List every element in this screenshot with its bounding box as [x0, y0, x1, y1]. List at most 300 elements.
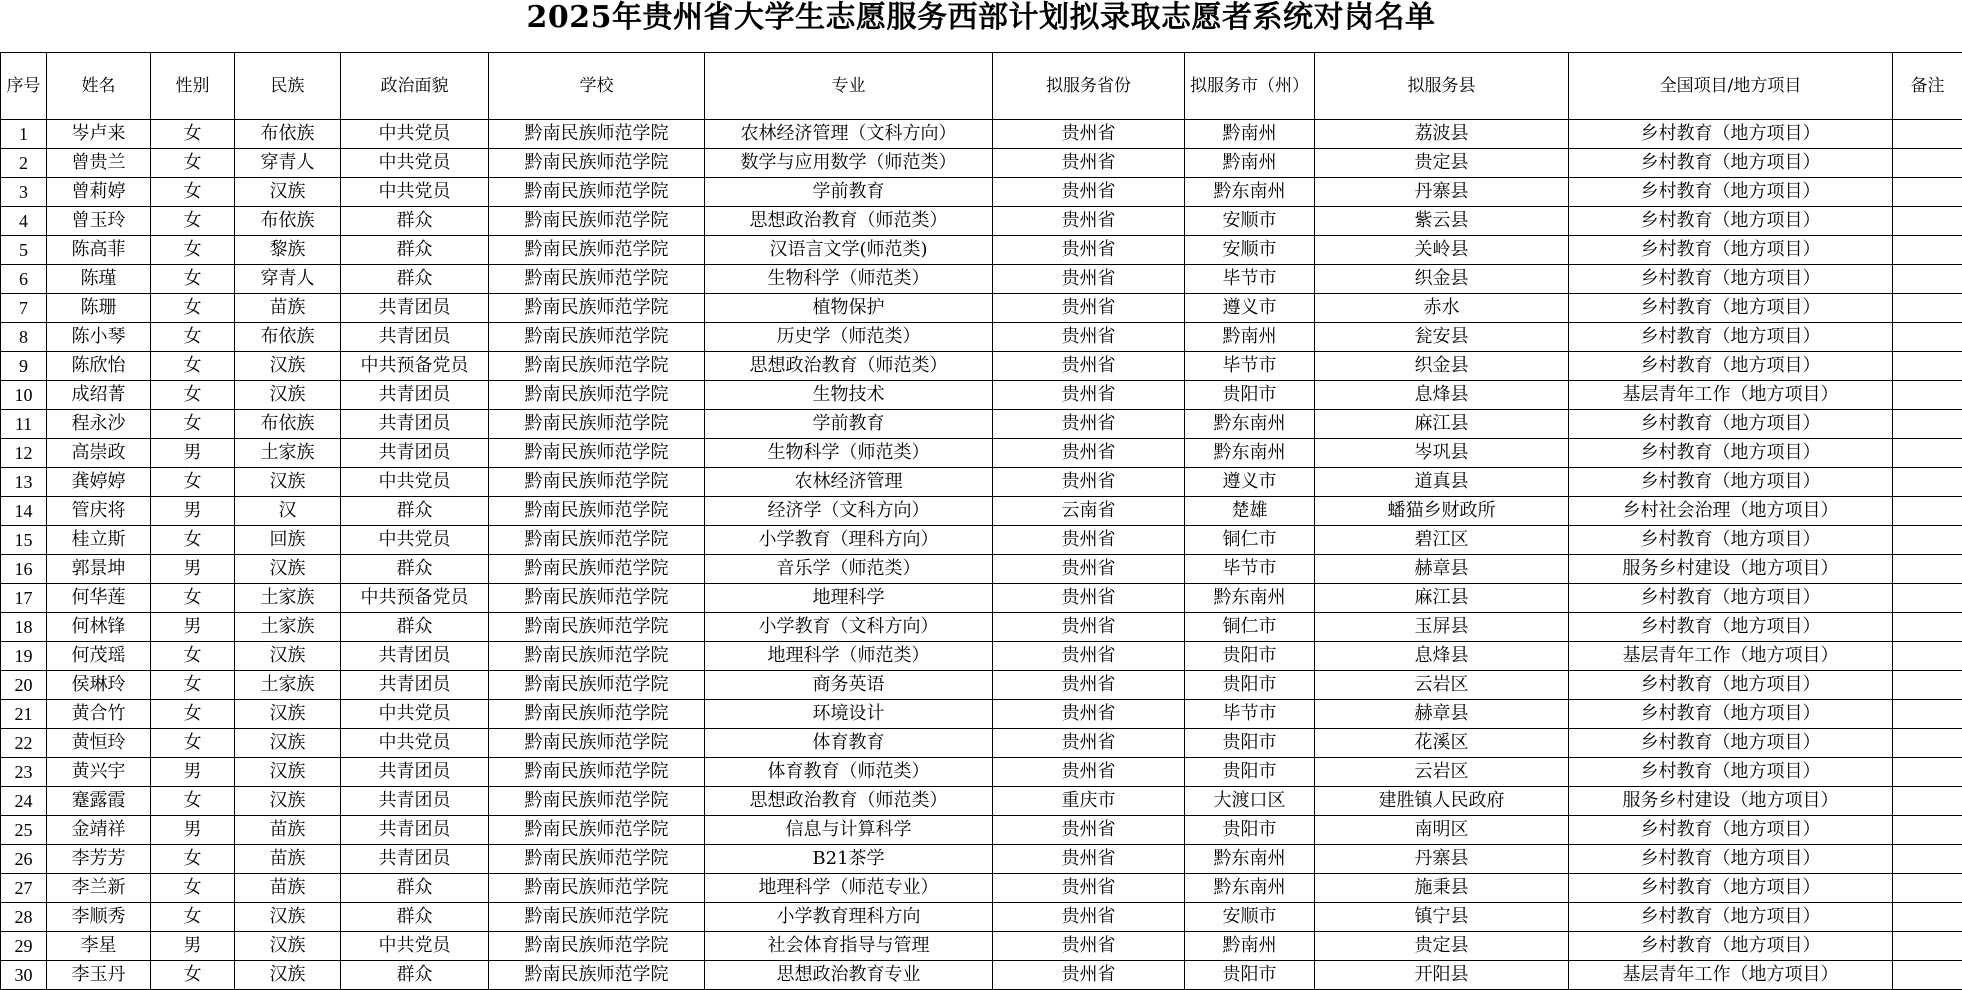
cell-major: 体育教育（师范类）: [705, 758, 993, 787]
cell-ethnicity: 布依族: [235, 120, 341, 149]
cell-project: 乡村教育（地方项目）: [1569, 526, 1893, 555]
cell-remarks: [1893, 671, 1962, 700]
cell-gender: 男: [151, 439, 235, 468]
cell-name: 何茂瑶: [47, 642, 151, 671]
cell-index: 22: [1, 729, 47, 758]
cell-remarks: [1893, 642, 1962, 671]
cell-index: 25: [1, 816, 47, 845]
cell-gender: 女: [151, 236, 235, 265]
cell-index: 7: [1, 294, 47, 323]
cell-city: 贵阳市: [1185, 758, 1315, 787]
cell-remarks: [1893, 526, 1962, 555]
cell-remarks: [1893, 903, 1962, 932]
cell-project: 乡村教育（地方项目）: [1569, 671, 1893, 700]
cell-political-status: 群众: [341, 207, 489, 236]
cell-political-status: 中共党员: [341, 729, 489, 758]
cell-county: 赫章县: [1315, 700, 1569, 729]
cell-school: 黔南民族师范学院: [489, 236, 705, 265]
cell-remarks: [1893, 178, 1962, 207]
cell-city: 毕节市: [1185, 555, 1315, 584]
cell-index: 23: [1, 758, 47, 787]
cell-city: 楚雄: [1185, 497, 1315, 526]
cell-gender: 女: [151, 845, 235, 874]
cell-major: 地理科学（师范类）: [705, 642, 993, 671]
cell-city: 毕节市: [1185, 352, 1315, 381]
column-header-city: 拟服务市（州）: [1185, 53, 1315, 120]
table-row: [1, 468, 1962, 497]
cell-project: 乡村教育（地方项目）: [1569, 294, 1893, 323]
cell-major: 小学教育理科方向: [705, 903, 993, 932]
cell-county: 道真县: [1315, 468, 1569, 497]
cell-gender: 男: [151, 613, 235, 642]
cell-gender: 女: [151, 729, 235, 758]
cell-political-status: 共青团员: [341, 845, 489, 874]
cell-name: 陈小琴: [47, 323, 151, 352]
cell-ethnicity: 穿青人: [235, 265, 341, 294]
cell-political-status: 群众: [341, 236, 489, 265]
cell-gender: 女: [151, 700, 235, 729]
cell-province: 贵州省: [993, 207, 1185, 236]
cell-name: 曾莉婷: [47, 178, 151, 207]
cell-province: 重庆市: [993, 787, 1185, 816]
cell-major: 生物科学（师范类）: [705, 265, 993, 294]
cell-ethnicity: 汉族: [235, 352, 341, 381]
cell-name: 曾玉玲: [47, 207, 151, 236]
cell-province: 贵州省: [993, 526, 1185, 555]
cell-major: 体育教育: [705, 729, 993, 758]
cell-county: 织金县: [1315, 265, 1569, 294]
cell-province: 贵州省: [993, 294, 1185, 323]
cell-remarks: [1893, 961, 1962, 990]
cell-school: 黔南民族师范学院: [489, 410, 705, 439]
cell-major: 思想政治教育（师范类）: [705, 352, 993, 381]
cell-county: 建胜镇人民政府: [1315, 787, 1569, 816]
cell-name: 李星: [47, 932, 151, 961]
cell-major: 农林经济管理（文科方向）: [705, 120, 993, 149]
cell-political-status: 中共党员: [341, 149, 489, 178]
cell-major: 历史学（师范类）: [705, 323, 993, 352]
cell-major: 小学教育（理科方向）: [705, 526, 993, 555]
cell-gender: 女: [151, 381, 235, 410]
cell-political-status: 中共党员: [341, 700, 489, 729]
cell-city: 黔南州: [1185, 149, 1315, 178]
cell-name: 侯琳玲: [47, 671, 151, 700]
cell-county: 瓮安县: [1315, 323, 1569, 352]
cell-county: 赫章县: [1315, 555, 1569, 584]
cell-county: 丹寨县: [1315, 845, 1569, 874]
cell-project: 乡村教育（地方项目）: [1569, 874, 1893, 903]
cell-name: 陈高菲: [47, 236, 151, 265]
cell-index: 18: [1, 613, 47, 642]
cell-index: 5: [1, 236, 47, 265]
cell-index: 19: [1, 642, 47, 671]
cell-name: 黄合竹: [47, 700, 151, 729]
cell-project: 基层青年工作（地方项目）: [1569, 961, 1893, 990]
column-header-county: 拟服务县: [1315, 53, 1569, 120]
cell-major: 学前教育: [705, 410, 993, 439]
cell-city: 大渡口区: [1185, 787, 1315, 816]
column-header-province: 拟服务省份: [993, 53, 1185, 120]
cell-ethnicity: 汉: [235, 497, 341, 526]
cell-gender: 女: [151, 120, 235, 149]
cell-remarks: [1893, 700, 1962, 729]
cell-project: 乡村教育（地方项目）: [1569, 613, 1893, 642]
cell-ethnicity: 苗族: [235, 845, 341, 874]
cell-ethnicity: 汉族: [235, 903, 341, 932]
cell-ethnicity: 布依族: [235, 323, 341, 352]
cell-index: 29: [1, 932, 47, 961]
cell-gender: 女: [151, 178, 235, 207]
cell-city: 安顺市: [1185, 207, 1315, 236]
cell-political-status: 群众: [341, 903, 489, 932]
cell-county: 岑巩县: [1315, 439, 1569, 468]
cell-province: 贵州省: [993, 845, 1185, 874]
cell-gender: 女: [151, 323, 235, 352]
column-header-political-status: 政治面貌: [341, 53, 489, 120]
cell-province: 贵州省: [993, 178, 1185, 207]
cell-index: 10: [1, 381, 47, 410]
cell-school: 黔南民族师范学院: [489, 207, 705, 236]
column-header-gender: 性别: [151, 53, 235, 120]
cell-province: 贵州省: [993, 410, 1185, 439]
cell-index: 15: [1, 526, 47, 555]
cell-remarks: [1893, 932, 1962, 961]
cell-major: 植物保护: [705, 294, 993, 323]
cell-political-status: 共青团员: [341, 642, 489, 671]
cell-name: 程永沙: [47, 410, 151, 439]
cell-gender: 女: [151, 410, 235, 439]
cell-political-status: 中共预备党员: [341, 352, 489, 381]
table-row: [1, 178, 1962, 207]
cell-school: 黔南民族师范学院: [489, 468, 705, 497]
table-row: [1, 352, 1962, 381]
table-row: [1, 729, 1962, 758]
table-row: [1, 497, 1962, 526]
cell-political-status: 群众: [341, 961, 489, 990]
cell-province: 贵州省: [993, 642, 1185, 671]
cell-name: 成绍菁: [47, 381, 151, 410]
cell-index: 2: [1, 149, 47, 178]
cell-county: 蟠猫乡财政所: [1315, 497, 1569, 526]
volunteer-roster-table: [0, 52, 1962, 990]
cell-project: 乡村教育（地方项目）: [1569, 265, 1893, 294]
cell-county: 麻江县: [1315, 410, 1569, 439]
cell-gender: 女: [151, 671, 235, 700]
cell-school: 黔南民族师范学院: [489, 439, 705, 468]
cell-major: 环境设计: [705, 700, 993, 729]
cell-political-status: 共青团员: [341, 323, 489, 352]
cell-project: 基层青年工作（地方项目）: [1569, 381, 1893, 410]
table-row: [1, 526, 1962, 555]
cell-project: 服务乡村建设（地方项目）: [1569, 787, 1893, 816]
table-row: [1, 700, 1962, 729]
cell-county: 云岩区: [1315, 671, 1569, 700]
cell-county: 碧江区: [1315, 526, 1569, 555]
cell-ethnicity: 布依族: [235, 410, 341, 439]
cell-school: 黔南民族师范学院: [489, 323, 705, 352]
table-row: [1, 410, 1962, 439]
cell-county: 施秉县: [1315, 874, 1569, 903]
cell-city: 贵阳市: [1185, 961, 1315, 990]
cell-major: 地理科学（师范专业）: [705, 874, 993, 903]
cell-name: 金靖祥: [47, 816, 151, 845]
cell-project: 乡村教育（地方项目）: [1569, 729, 1893, 758]
cell-remarks: [1893, 816, 1962, 845]
cell-county: 开阳县: [1315, 961, 1569, 990]
cell-province: 贵州省: [993, 700, 1185, 729]
table-row: [1, 207, 1962, 236]
cell-gender: 女: [151, 468, 235, 497]
table-row: [1, 932, 1962, 961]
cell-major: 地理科学: [705, 584, 993, 613]
cell-index: 3: [1, 178, 47, 207]
cell-index: 14: [1, 497, 47, 526]
cell-project: 乡村教育（地方项目）: [1569, 468, 1893, 497]
cell-city: 贵阳市: [1185, 671, 1315, 700]
cell-name: 高崇政: [47, 439, 151, 468]
cell-ethnicity: 汉族: [235, 468, 341, 497]
cell-ethnicity: 汉族: [235, 961, 341, 990]
cell-ethnicity: 穿青人: [235, 149, 341, 178]
cell-county: 息烽县: [1315, 642, 1569, 671]
cell-remarks: [1893, 787, 1962, 816]
cell-county: 息烽县: [1315, 381, 1569, 410]
cell-city: 遵义市: [1185, 294, 1315, 323]
cell-city: 黔东南州: [1185, 874, 1315, 903]
cell-gender: 男: [151, 497, 235, 526]
cell-major: B21茶学: [705, 845, 993, 874]
cell-province: 贵州省: [993, 671, 1185, 700]
cell-school: 黔南民族师范学院: [489, 671, 705, 700]
cell-ethnicity: 汉族: [235, 787, 341, 816]
cell-ethnicity: 苗族: [235, 816, 341, 845]
table-row: [1, 149, 1962, 178]
cell-city: 黔东南州: [1185, 178, 1315, 207]
cell-province: 贵州省: [993, 265, 1185, 294]
cell-ethnicity: 土家族: [235, 439, 341, 468]
column-header-school: 学校: [489, 53, 705, 120]
cell-city: 毕节市: [1185, 265, 1315, 294]
cell-name: 何林锋: [47, 613, 151, 642]
cell-political-status: 共青团员: [341, 816, 489, 845]
cell-project: 乡村教育（地方项目）: [1569, 323, 1893, 352]
cell-remarks: [1893, 439, 1962, 468]
cell-name: 李顺秀: [47, 903, 151, 932]
cell-school: 黔南民族师范学院: [489, 874, 705, 903]
cell-ethnicity: 苗族: [235, 294, 341, 323]
cell-project: 服务乡村建设（地方项目）: [1569, 555, 1893, 584]
cell-ethnicity: 回族: [235, 526, 341, 555]
cell-school: 黔南民族师范学院: [489, 613, 705, 642]
cell-index: 4: [1, 207, 47, 236]
cell-project: 乡村教育（地方项目）: [1569, 236, 1893, 265]
cell-ethnicity: 汉族: [235, 381, 341, 410]
cell-political-status: 共青团员: [341, 758, 489, 787]
table-row: [1, 758, 1962, 787]
cell-political-status: 共青团员: [341, 381, 489, 410]
cell-index: 20: [1, 671, 47, 700]
table-row: [1, 381, 1962, 410]
cell-county: 花溪区: [1315, 729, 1569, 758]
cell-school: 黔南民族师范学院: [489, 149, 705, 178]
table-body: [1, 120, 1962, 990]
cell-city: 黔南州: [1185, 120, 1315, 149]
cell-city: 黔东南州: [1185, 845, 1315, 874]
table-row: [1, 439, 1962, 468]
cell-city: 遵义市: [1185, 468, 1315, 497]
cell-province: 贵州省: [993, 323, 1185, 352]
cell-province: 贵州省: [993, 932, 1185, 961]
cell-political-status: 群众: [341, 265, 489, 294]
cell-school: 黔南民族师范学院: [489, 758, 705, 787]
cell-province: 贵州省: [993, 381, 1185, 410]
cell-ethnicity: 汉族: [235, 729, 341, 758]
cell-political-status: 群众: [341, 613, 489, 642]
cell-county: 荔波县: [1315, 120, 1569, 149]
cell-index: 17: [1, 584, 47, 613]
table-row: [1, 787, 1962, 816]
table-row: [1, 323, 1962, 352]
cell-name: 黄恒玲: [47, 729, 151, 758]
cell-index: 16: [1, 555, 47, 584]
cell-school: 黔南民族师范学院: [489, 555, 705, 584]
cell-province: 贵州省: [993, 874, 1185, 903]
table-row: [1, 555, 1962, 584]
cell-county: 麻江县: [1315, 584, 1569, 613]
column-header-major: 专业: [705, 53, 993, 120]
cell-name: 管庆将: [47, 497, 151, 526]
cell-county: 南明区: [1315, 816, 1569, 845]
cell-school: 黔南民族师范学院: [489, 845, 705, 874]
cell-province: 贵州省: [993, 584, 1185, 613]
cell-county: 镇宁县: [1315, 903, 1569, 932]
cell-major: 商务英语: [705, 671, 993, 700]
cell-gender: 女: [151, 903, 235, 932]
cell-major: 农林经济管理: [705, 468, 993, 497]
cell-remarks: [1893, 265, 1962, 294]
cell-city: 黔东南州: [1185, 584, 1315, 613]
cell-major: 小学教育（文科方向）: [705, 613, 993, 642]
cell-city: 安顺市: [1185, 236, 1315, 265]
cell-major: 汉语言文学(师范类): [705, 236, 993, 265]
cell-major: 生物技术: [705, 381, 993, 410]
column-header-remarks: 备注: [1893, 53, 1962, 120]
cell-county: 紫云县: [1315, 207, 1569, 236]
cell-index: 28: [1, 903, 47, 932]
cell-gender: 男: [151, 758, 235, 787]
cell-name: 李玉丹: [47, 961, 151, 990]
cell-county: 云岩区: [1315, 758, 1569, 787]
cell-school: 黔南民族师范学院: [489, 932, 705, 961]
document-title: 2025年贵州省大学生志愿服务西部计划拟录取志愿者系统对岗名单: [0, 0, 1962, 44]
cell-gender: 女: [151, 207, 235, 236]
cell-project: 基层青年工作（地方项目）: [1569, 642, 1893, 671]
cell-city: 黔东南州: [1185, 439, 1315, 468]
cell-county: 贵定县: [1315, 149, 1569, 178]
cell-ethnicity: 布依族: [235, 207, 341, 236]
cell-project: 乡村教育（地方项目）: [1569, 410, 1893, 439]
cell-province: 贵州省: [993, 903, 1185, 932]
column-header-name: 姓名: [47, 53, 151, 120]
cell-political-status: 中共党员: [341, 120, 489, 149]
cell-county: 织金县: [1315, 352, 1569, 381]
cell-remarks: [1893, 845, 1962, 874]
cell-province: 贵州省: [993, 439, 1185, 468]
table-row: [1, 874, 1962, 903]
cell-political-status: 共青团员: [341, 787, 489, 816]
cell-index: 11: [1, 410, 47, 439]
cell-school: 黔南民族师范学院: [489, 178, 705, 207]
cell-project: 乡村教育（地方项目）: [1569, 439, 1893, 468]
cell-project: 乡村教育（地方项目）: [1569, 816, 1893, 845]
cell-name: 曾贵兰: [47, 149, 151, 178]
cell-ethnicity: 汉族: [235, 932, 341, 961]
cell-name: 郭景坤: [47, 555, 151, 584]
cell-ethnicity: 苗族: [235, 874, 341, 903]
cell-gender: 女: [151, 874, 235, 903]
cell-school: 黔南民族师范学院: [489, 352, 705, 381]
cell-school: 黔南民族师范学院: [489, 497, 705, 526]
cell-province: 贵州省: [993, 149, 1185, 178]
table-row: [1, 845, 1962, 874]
table-row: [1, 816, 1962, 845]
cell-city: 毕节市: [1185, 700, 1315, 729]
cell-remarks: [1893, 584, 1962, 613]
cell-city: 黔南州: [1185, 932, 1315, 961]
cell-province: 贵州省: [993, 613, 1185, 642]
cell-ethnicity: 汉族: [235, 178, 341, 207]
cell-name: 桂立斯: [47, 526, 151, 555]
cell-county: 赤水: [1315, 294, 1569, 323]
cell-index: 24: [1, 787, 47, 816]
cell-gender: 女: [151, 642, 235, 671]
cell-major: 生物科学（师范类）: [705, 439, 993, 468]
cell-school: 黔南民族师范学院: [489, 265, 705, 294]
cell-project: 乡村教育（地方项目）: [1569, 903, 1893, 932]
cell-ethnicity: 黎族: [235, 236, 341, 265]
cell-project: 乡村社会治理（地方项目）: [1569, 497, 1893, 526]
cell-school: 黔南民族师范学院: [489, 642, 705, 671]
cell-political-status: 共青团员: [341, 671, 489, 700]
cell-name: 陈珊: [47, 294, 151, 323]
column-header-ethnicity: 民族: [235, 53, 341, 120]
cell-county: 丹寨县: [1315, 178, 1569, 207]
table-row: [1, 613, 1962, 642]
cell-major: 思想政治教育（师范类）: [705, 207, 993, 236]
cell-remarks: [1893, 381, 1962, 410]
cell-school: 黔南民族师范学院: [489, 294, 705, 323]
cell-gender: 男: [151, 555, 235, 584]
cell-political-status: 中共预备党员: [341, 584, 489, 613]
cell-major: 数学与应用数学（师范类）: [705, 149, 993, 178]
cell-project: 乡村教育（地方项目）: [1569, 758, 1893, 787]
cell-ethnicity: 土家族: [235, 613, 341, 642]
table-row: [1, 961, 1962, 990]
cell-political-status: 中共党员: [341, 178, 489, 207]
cell-name: 黄兴宇: [47, 758, 151, 787]
table-row: [1, 120, 1962, 149]
cell-gender: 男: [151, 932, 235, 961]
cell-remarks: [1893, 497, 1962, 526]
cell-index: 9: [1, 352, 47, 381]
cell-gender: 女: [151, 787, 235, 816]
cell-index: 1: [1, 120, 47, 149]
cell-ethnicity: 土家族: [235, 584, 341, 613]
cell-school: 黔南民族师范学院: [489, 729, 705, 758]
cell-name: 何华莲: [47, 584, 151, 613]
cell-major: 音乐学（师范类）: [705, 555, 993, 584]
cell-remarks: [1893, 294, 1962, 323]
